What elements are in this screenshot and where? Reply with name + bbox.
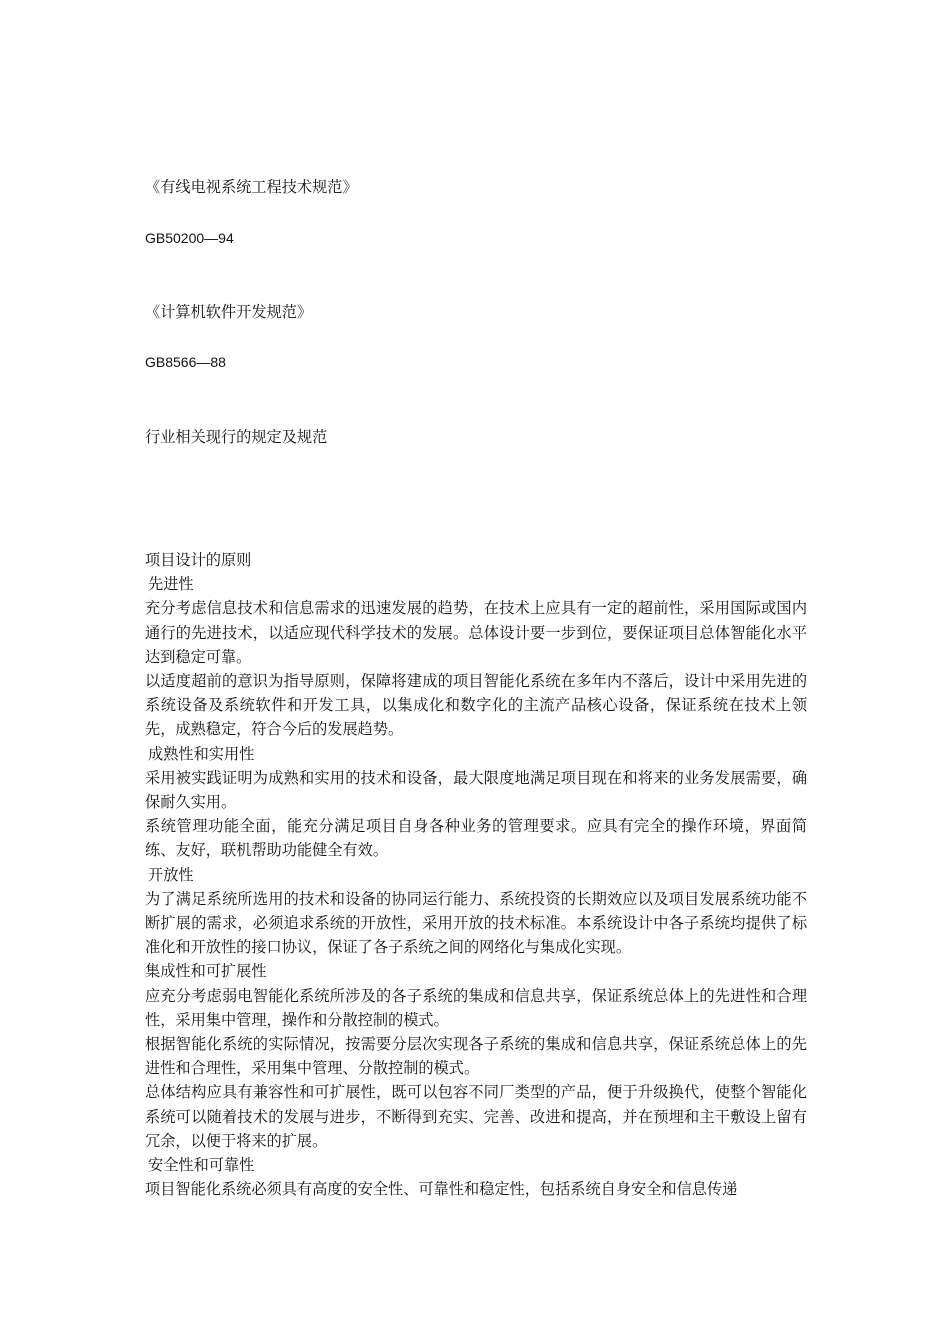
paragraph: 充分考虑信息技术和信息需求的迅速发展的趋势，在技术上应具有一定的超前性，采用国际或国内通行的先进技术，以适应现代科学技术的发展。总体设计要一步到位，要保证项目总体智能化水平达到稳定可靠。 xyxy=(145,599,807,666)
paragraph: 为了满足系统所选用的技术和设备的协同运行能力、系统投资的长期效应以及项目发展系统功能不断扩展的需求，必须追求系统的开放性，采用开放的技术标准。本系统设计中各子系统均提供了标准化和开放性的接口协议，保证了各子系统之间的网络化与集成化实现。 xyxy=(145,889,807,957)
reference-code: GB8566—88 xyxy=(145,354,226,370)
subheading: 安全性和可靠性 xyxy=(148,1156,255,1175)
paragraph: 以适度超前的意识为指导原则，保障将建成的项目智能化系统在多年内不落后，设计中采用先进的系统设备及系统软件和开发工具，以集成化和数字化的主流产品核心设备，保证系统在技术上领先，成熟稳定，符合今后的发展趋势。 xyxy=(145,672,807,739)
subheading: 成熟性和实用性 xyxy=(148,744,255,763)
industry-reference: 行业相关现行的规定及规范 xyxy=(145,428,328,446)
paragraph: 根据智能化系统的实际情况，按需要分层次实现各子系统的集成和信息共享，保证系统总体上的先进性和合理性，采用集中管理、分散控制的模式。 xyxy=(145,1035,807,1078)
section-title: 项目设计的原则 xyxy=(145,551,252,569)
paragraph: 采用被实践证明为成熟和实用的技术和设备，最大限度地满足项目现在和将来的业务发展需要，确保耐久实用。 xyxy=(145,768,807,812)
subheading: 开放性 xyxy=(148,865,194,884)
paragraph: 应充分考虑弱电智能化系统所涉及的各子系统的集成和信息共享，保证系统总体上的先进性和合理性，采用集中管理，操作和分散控制的模式。 xyxy=(145,986,807,1029)
reference-code: GB50200—94 xyxy=(145,230,234,246)
subheading: 先进性 xyxy=(148,575,194,594)
section-body xyxy=(145,548,807,1201)
paragraph: 系统管理功能全面，能充分满足项目自身各种业务的管理要求。应具有完全的操作环境，界面简练、友好，联机帮助功能健全有效。 xyxy=(145,817,807,860)
paragraph: 项目智能化系统必须具有高度的安全性、可靠性和稳定性，包括系统自身安全和信息传递 xyxy=(145,1180,738,1199)
reference-title: 《有线电视系统工程技术规范》 xyxy=(145,178,358,196)
subheading: 集成性和可扩展性 xyxy=(145,962,267,981)
paragraph: 总体结构应具有兼容性和可扩展性，既可以包容不同厂类型的产品，便于升级换代，使整个智能化系统可以随着技术的发展与进步，不断得到充实、完善、改进和提高，并在预埋和主干敷设上留有冗余，以便于将来的扩展。 xyxy=(145,1083,807,1150)
reference-title: 《计算机软件开发规范》 xyxy=(145,303,313,321)
